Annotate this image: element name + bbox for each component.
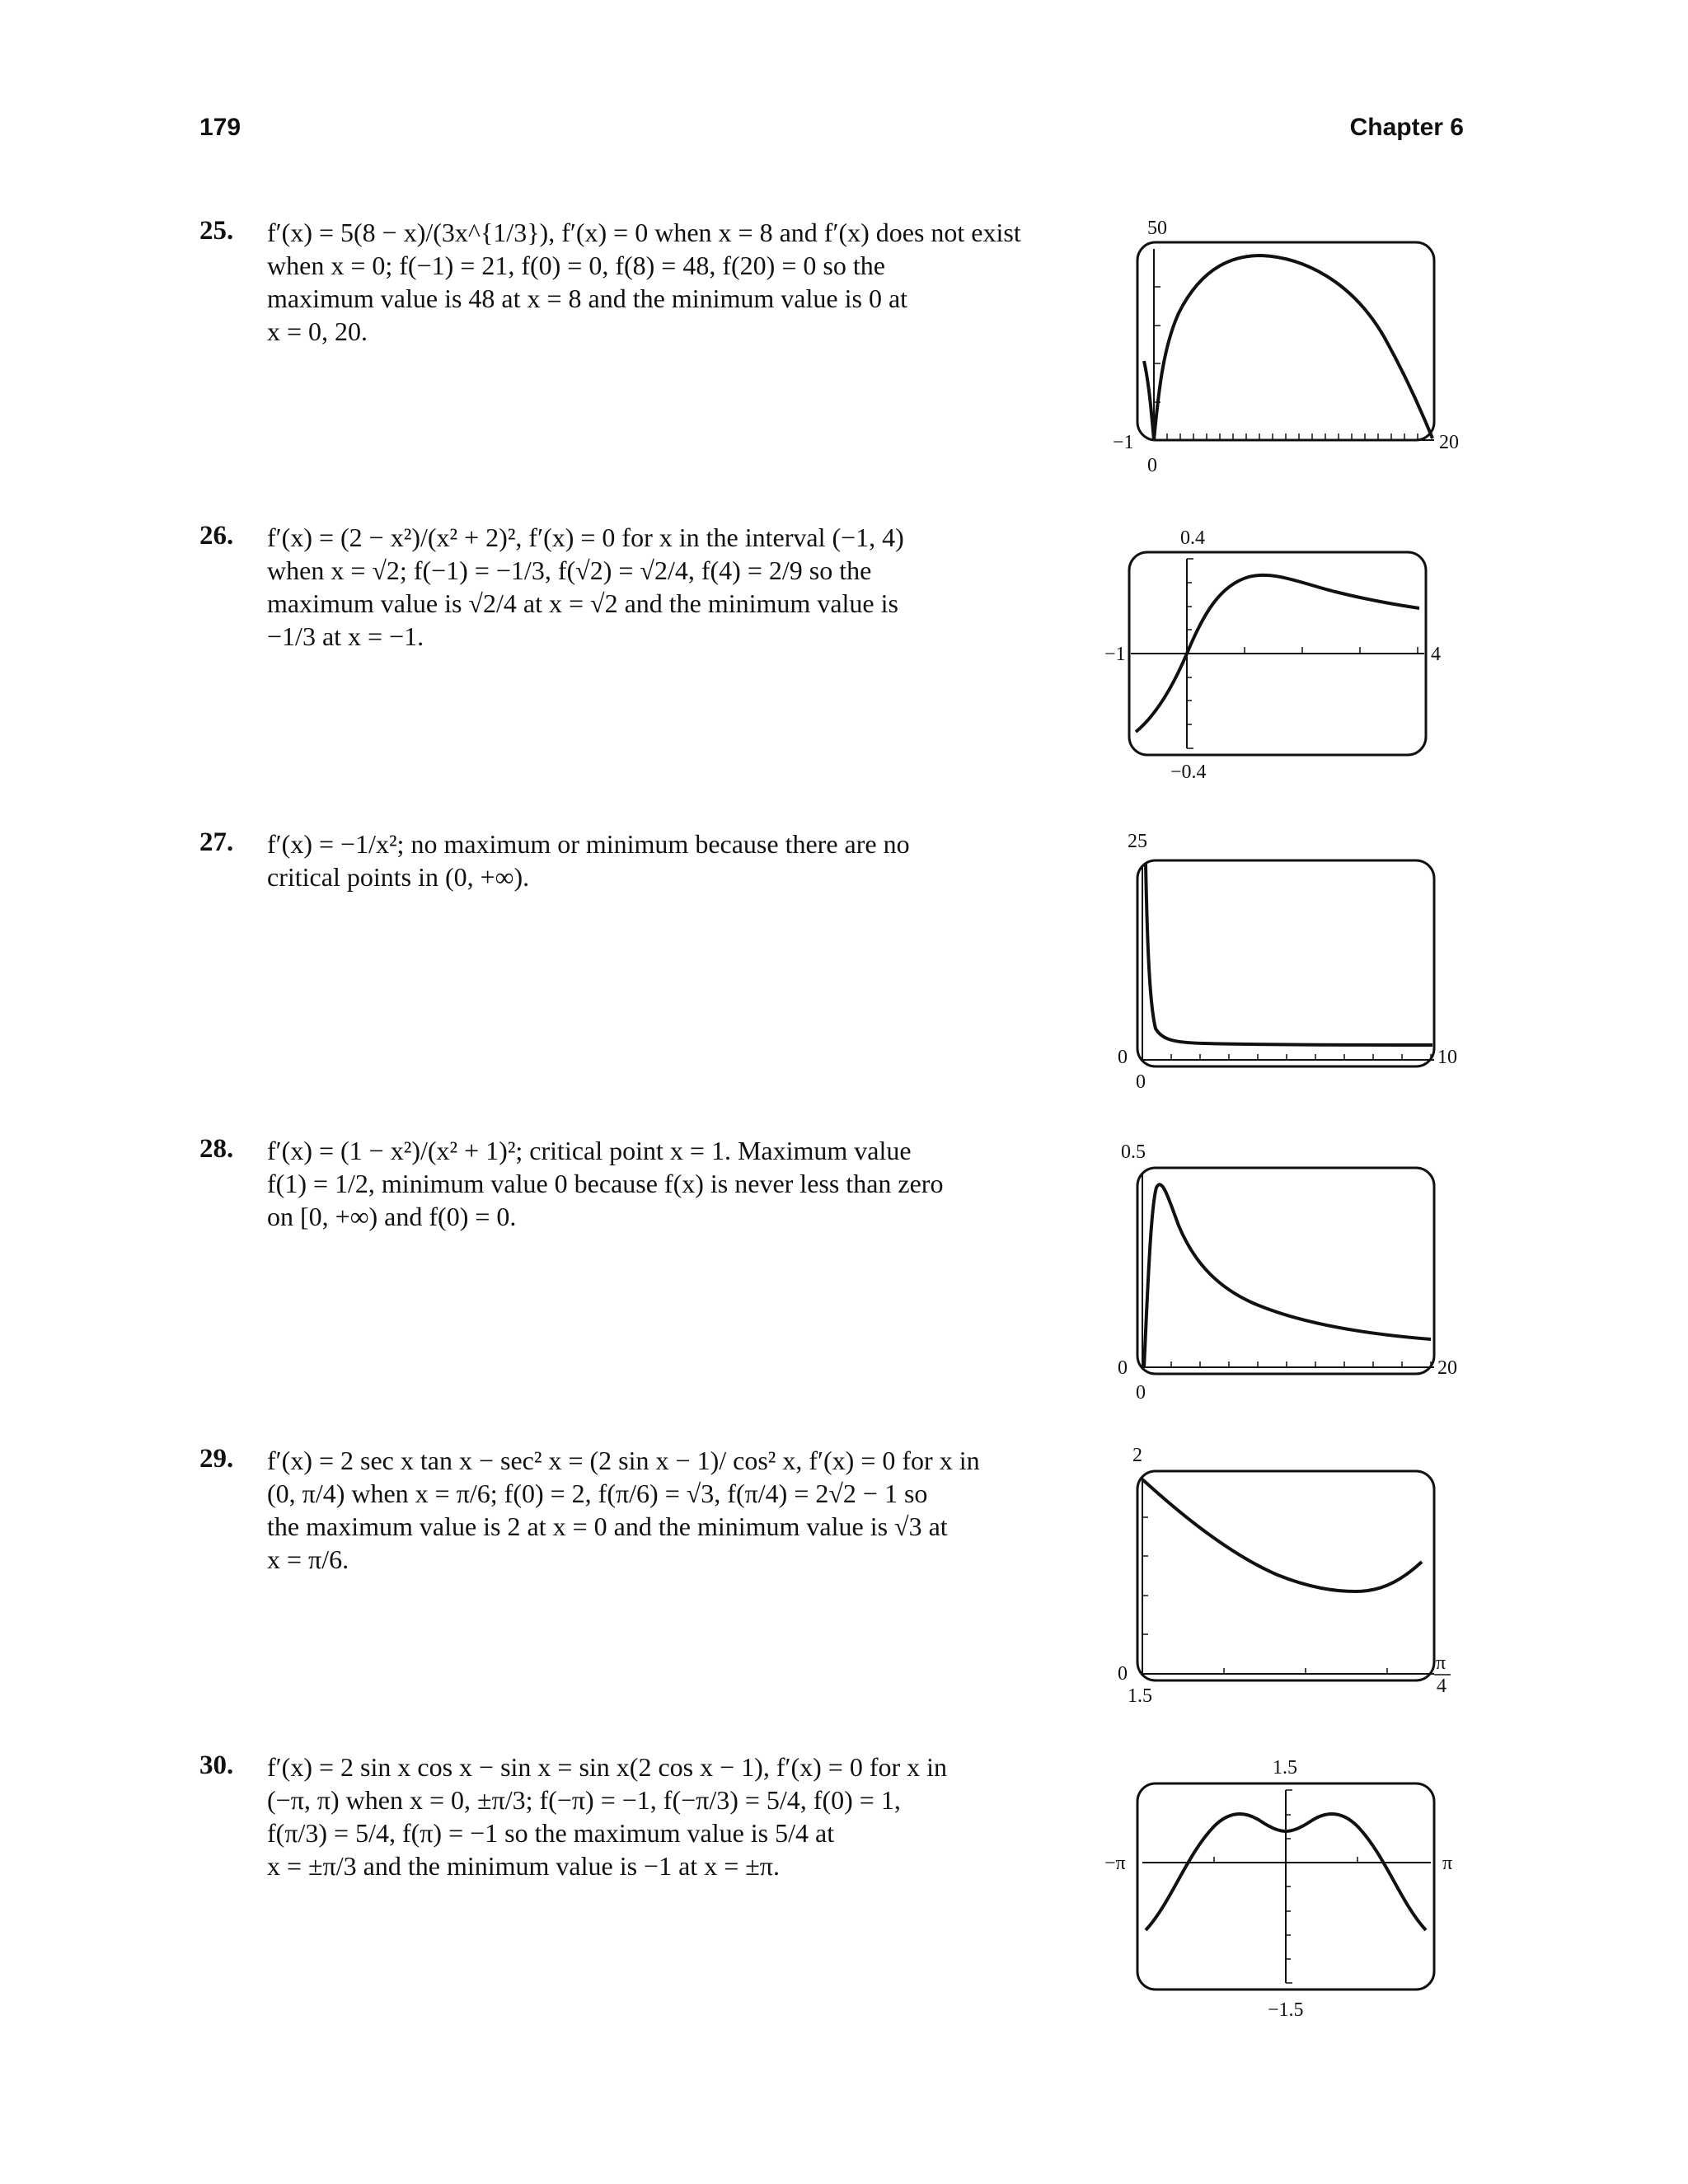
text-line: f′(x) = 2 sin x cos x − sin x = sin x(2 cos x − 1), f′(x) = 0 for x in — [267, 1752, 948, 1782]
graph-frame — [1137, 1471, 1434, 1680]
problem-number: 26. — [199, 521, 234, 551]
function-curve — [1144, 1184, 1431, 1367]
label-y-bottom: 0 — [1147, 455, 1157, 476]
label-y-top: 1.5 — [1273, 1757, 1297, 1779]
problem-number: 30. — [199, 1750, 234, 1780]
graph-frame — [1137, 242, 1434, 440]
problem-number: 27. — [199, 827, 234, 857]
problem-number: 25. — [199, 216, 234, 246]
graph-25 — [1088, 206, 1467, 478]
label-x-right-den: 4 — [1437, 1675, 1447, 1697]
label-y-top: 0.5 — [1121, 1141, 1146, 1163]
text-line: on [0, +∞) and f(0) = 0. — [267, 1202, 517, 1231]
label-x-right: 20 — [1437, 1357, 1457, 1379]
label-y-top: 50 — [1147, 218, 1167, 239]
problem-number: 28. — [199, 1134, 234, 1164]
text-line: x = 0, 20. — [267, 316, 368, 346]
label-x-left: −1 — [1113, 432, 1134, 453]
label-x-left: −π — [1104, 1853, 1126, 1874]
x-ticks — [1171, 1054, 1431, 1060]
problem-text — [267, 1750, 1083, 1882]
problem-text — [267, 1134, 1083, 1233]
label-x-right: π — [1442, 1853, 1453, 1874]
label-y-top: 0.4 — [1180, 527, 1205, 549]
label-y-bottom: −1.5 — [1268, 1999, 1304, 2021]
text-line: (−π, π) when x = 0, ±π/3; f(−π) = −1, f(−π/3) = 5/4, f(0) = 1, — [267, 1785, 901, 1815]
problem-text — [267, 521, 1083, 653]
text-line: maximum value is 48 at x = 8 and the minimum value is 0 at — [267, 284, 908, 313]
ticks — [1142, 1517, 1387, 1674]
page-number: 179 — [199, 114, 241, 141]
text-line: f(π/3) = 5/4, f(π) = −1 so the maximum value is 5/4 at — [267, 1818, 835, 1848]
label-x-left: 0 — [1118, 1047, 1128, 1068]
graph-frame — [1137, 1168, 1434, 1374]
text-line: the maximum value is 2 at x = 0 and the minimum value is √3 at — [267, 1511, 948, 1541]
text-line: f′(x) = 5(8 − x)/(3x^{1/3}), f′(x) = 0 when x = 8 and f′(x) does not exist — [267, 218, 1021, 247]
label-x-right: 10 — [1437, 1047, 1457, 1068]
text-line: f′(x) = −1/x²; no maximum or minimum because there are no — [267, 829, 910, 859]
label-y-bottom: 1.5 — [1128, 1685, 1152, 1707]
function-curve — [1142, 1479, 1422, 1591]
label-x-right: 4 — [1431, 644, 1441, 665]
label-x-right-num: π — [1436, 1652, 1447, 1674]
x-ticks — [1154, 287, 1418, 440]
text-line: f′(x) = (1 − x²)/(x² + 1)²; critical point x = 1. Maximum value — [267, 1136, 912, 1165]
label-x-left: −1 — [1104, 644, 1126, 665]
text-line: (0, π/4) when x = π/6; f(0) = 2, f(π/6) = √3, f(π/4) = 2√2 − 1 so — [267, 1479, 928, 1508]
label-y-bottom: −0.4 — [1170, 762, 1207, 783]
label-y-bottom: 0 — [1136, 1382, 1146, 1404]
function-curve — [1144, 255, 1432, 440]
x-ticks — [1171, 1361, 1431, 1367]
text-line: f′(x) = 2 sec x tan x − sec² x = (2 sin x − 1)/ cos² x, f′(x) = 0 for x in — [267, 1446, 980, 1475]
label-x-left: 0 — [1118, 1357, 1128, 1379]
function-curve — [1146, 864, 1432, 1045]
text-line: f(1) = 1/2, minimum value 0 because f(x) is never less than zero — [267, 1169, 944, 1198]
label-x-left: 0 — [1118, 1663, 1128, 1685]
problem-text — [267, 1444, 1083, 1576]
text-line: maximum value is √2/4 at x = √2 and the minimum value is — [267, 588, 898, 618]
text-line: −1/3 at x = −1. — [267, 621, 424, 651]
problem-text — [267, 216, 1083, 348]
graph-26 — [1088, 519, 1467, 783]
problem-number: 29. — [199, 1444, 234, 1474]
graph-30 — [1096, 1747, 1475, 2027]
text-line: x = π/6. — [267, 1544, 349, 1574]
graph-frame — [1137, 860, 1434, 1066]
graph-29 — [1104, 1438, 1484, 1710]
text-line: critical points in (0, +∞). — [267, 862, 530, 892]
label-y-top: 25 — [1128, 831, 1147, 852]
chapter-label: Chapter 6 — [1349, 114, 1464, 141]
label-y-bottom: 0 — [1136, 1071, 1146, 1093]
graph-27 — [1104, 824, 1484, 1096]
label-x-right: 20 — [1439, 432, 1459, 453]
text-line: x = ±π/3 and the minimum value is −1 at x = ±π. — [267, 1851, 780, 1881]
text-line: f′(x) = (2 − x²)/(x² + 2)², f′(x) = 0 for x in the interval (−1, 4) — [267, 523, 904, 552]
label-y-top: 2 — [1132, 1445, 1142, 1466]
text-line: when x = 0; f(−1) = 21, f(0) = 0, f(8) = 48, f(20) = 0 so the — [267, 251, 885, 280]
graph-28 — [1104, 1133, 1484, 1405]
text-line: when x = √2; f(−1) = −1/3, f(√2) = √2/4, f(4) = 2/9 so the — [267, 555, 872, 585]
problem-text — [267, 827, 1083, 893]
